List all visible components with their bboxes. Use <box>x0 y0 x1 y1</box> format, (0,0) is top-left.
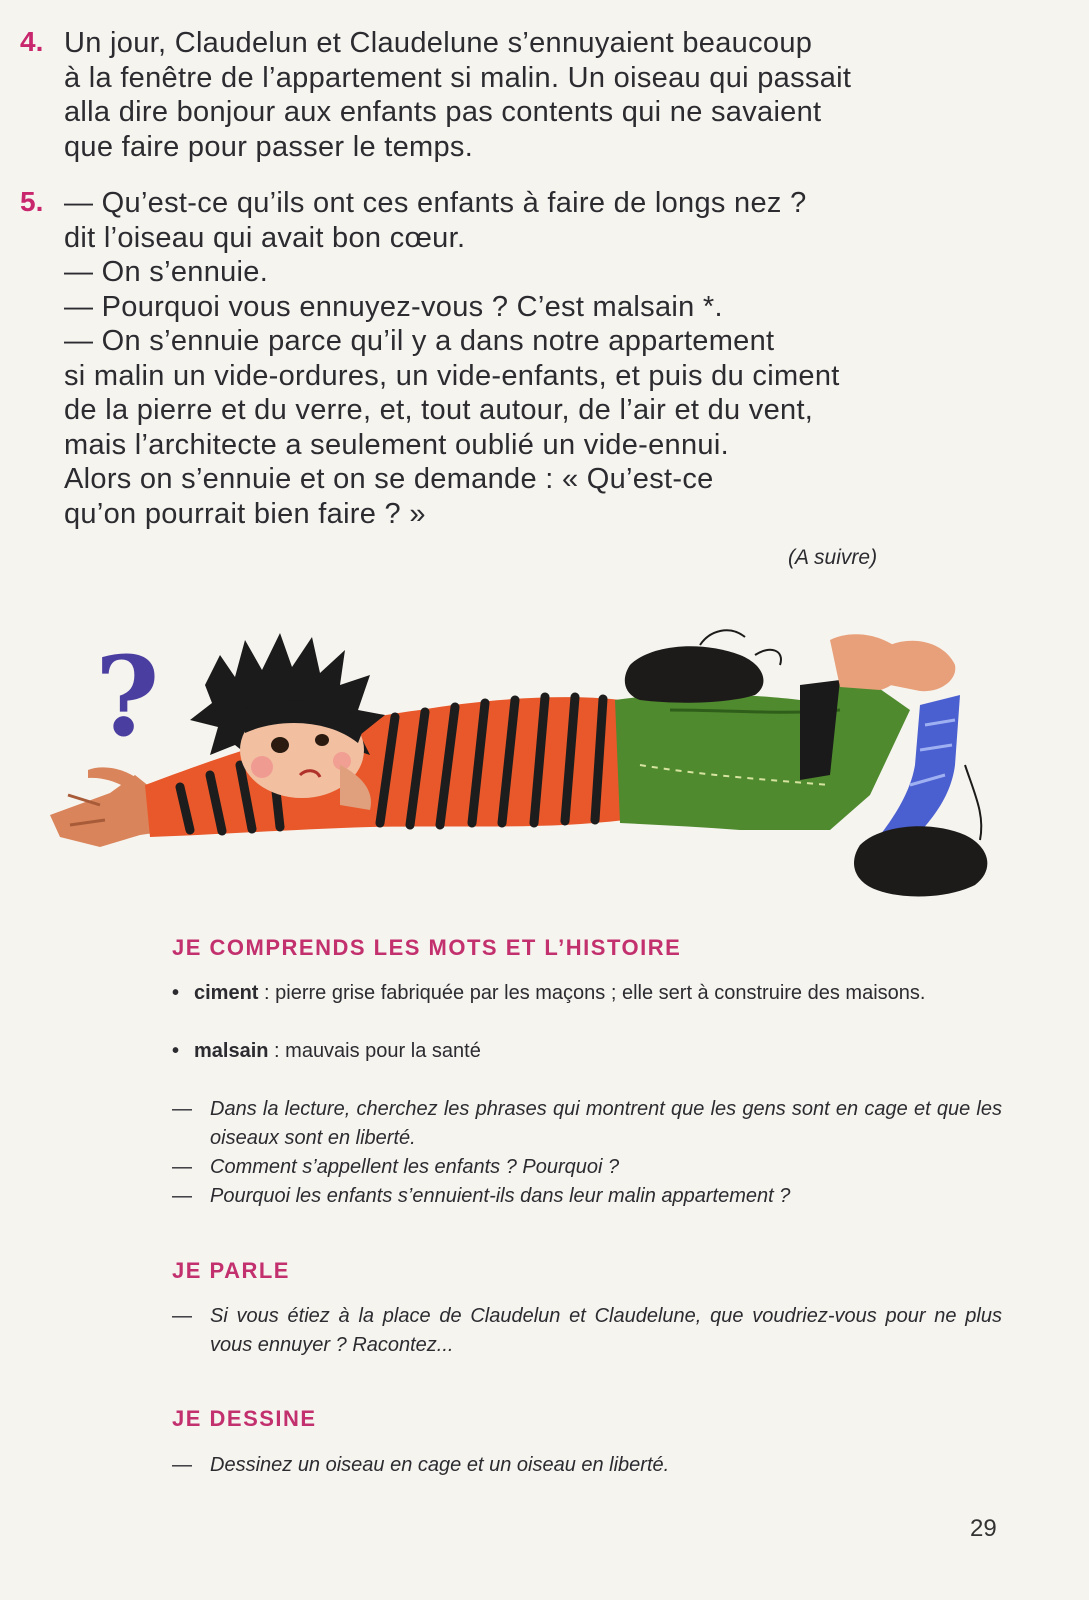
text-line: dit l’oiseau qui avait bon cœur. <box>64 221 466 254</box>
text-line: Un jour, Claudelun et Claudelune s’ennuyaient beaucoup <box>64 27 813 59</box>
text-line: à la fenêtre de l’appartement si malin. Un oiseau qui passait <box>64 61 852 94</box>
bullet: • <box>172 982 180 1004</box>
question-item <box>172 1451 1002 1480</box>
bored-child-illustration <box>40 615 1020 915</box>
dash: — <box>172 1305 192 1327</box>
dash: — <box>172 1098 192 1120</box>
shoe-top <box>625 630 781 702</box>
page-number: 29 <box>970 1515 997 1542</box>
section-heading-dessine: JE DESSINE <box>172 1406 317 1431</box>
question-mark-icon: ? <box>95 632 160 761</box>
text-line: Alors on s’ennuie et on se demande : « Qu’est-ce <box>64 463 714 495</box>
to-be-continued: (A suivre) <box>788 546 878 569</box>
question-text: Pourquoi les enfants s’ennuient-ils dans leur malin appartement ? <box>210 1185 791 1207</box>
text-line: qu’on pourrait bien faire ? » <box>64 497 426 530</box>
definition-text: : pierre grise fabriquée par les maçons ; elle sert à construire des maisons. <box>258 982 926 1004</box>
question-text: Dessinez un oiseau en cage et un oiseau en liberté. <box>210 1454 670 1476</box>
dash: — <box>172 1156 192 1178</box>
text-line: si malin un vide-ordures, un vide-enfants, et puis du ciment <box>64 359 840 392</box>
question-item <box>172 1095 1002 1153</box>
question-item <box>172 1182 1002 1211</box>
text-line: mais l’architecte a seulement oublié un vide-ennui. <box>64 428 729 461</box>
paragraph-number: 4. <box>20 26 44 57</box>
text-line: — On s’ennuie. <box>64 256 269 288</box>
paragraph-number: 5. <box>20 186 44 217</box>
definition-term: malsain <box>194 1040 269 1062</box>
text-line: — Pourquoi vous ennuyez-vous ? C’est malsain *. <box>64 290 723 323</box>
text-line: — Qu’est-ce qu’ils ont ces enfants à faire de longs nez ? <box>64 187 807 219</box>
bullet: • <box>172 1040 180 1062</box>
dash: — <box>172 1185 192 1207</box>
text-line: — On s’ennuie parce qu’il y a dans notre appartement <box>64 325 775 357</box>
paragraph-4 <box>20 26 1020 164</box>
text-line: que faire pour passer le temps. <box>64 130 474 163</box>
question-text: Comment s’appellent les enfants ? Pourquoi ? <box>210 1156 620 1178</box>
question-text: Dans la lecture, cherchez les phrases qui montrent que les gens sont en cage et que les oiseaux sont en liberté. <box>210 1098 1002 1149</box>
question-text: Si vous étiez à la place de Claudelun et Claudelune, que voudriez-vous pour ne plus vous ennuyer ? Racontez... <box>210 1305 1002 1356</box>
text-line: alla dire bonjour aux enfants pas contents qui ne savaient <box>64 96 822 128</box>
section-heading-parle: JE PARLE <box>172 1258 290 1283</box>
text-line: de la pierre et du verre, et, tout autour, de l’air et du vent, <box>64 394 814 426</box>
definition-item <box>172 1037 1002 1066</box>
question-item <box>172 1302 1002 1360</box>
definition-text: : mauvais pour la santé <box>268 1040 481 1062</box>
paragraph-5 <box>20 186 1020 531</box>
definition-item <box>172 979 1002 1008</box>
question-item <box>172 1153 1002 1182</box>
section-heading-comprends: JE COMPRENDS LES MOTS ET L’HISTOIRE <box>172 935 682 960</box>
definition-term: ciment <box>194 982 259 1004</box>
dash: — <box>172 1454 192 1476</box>
